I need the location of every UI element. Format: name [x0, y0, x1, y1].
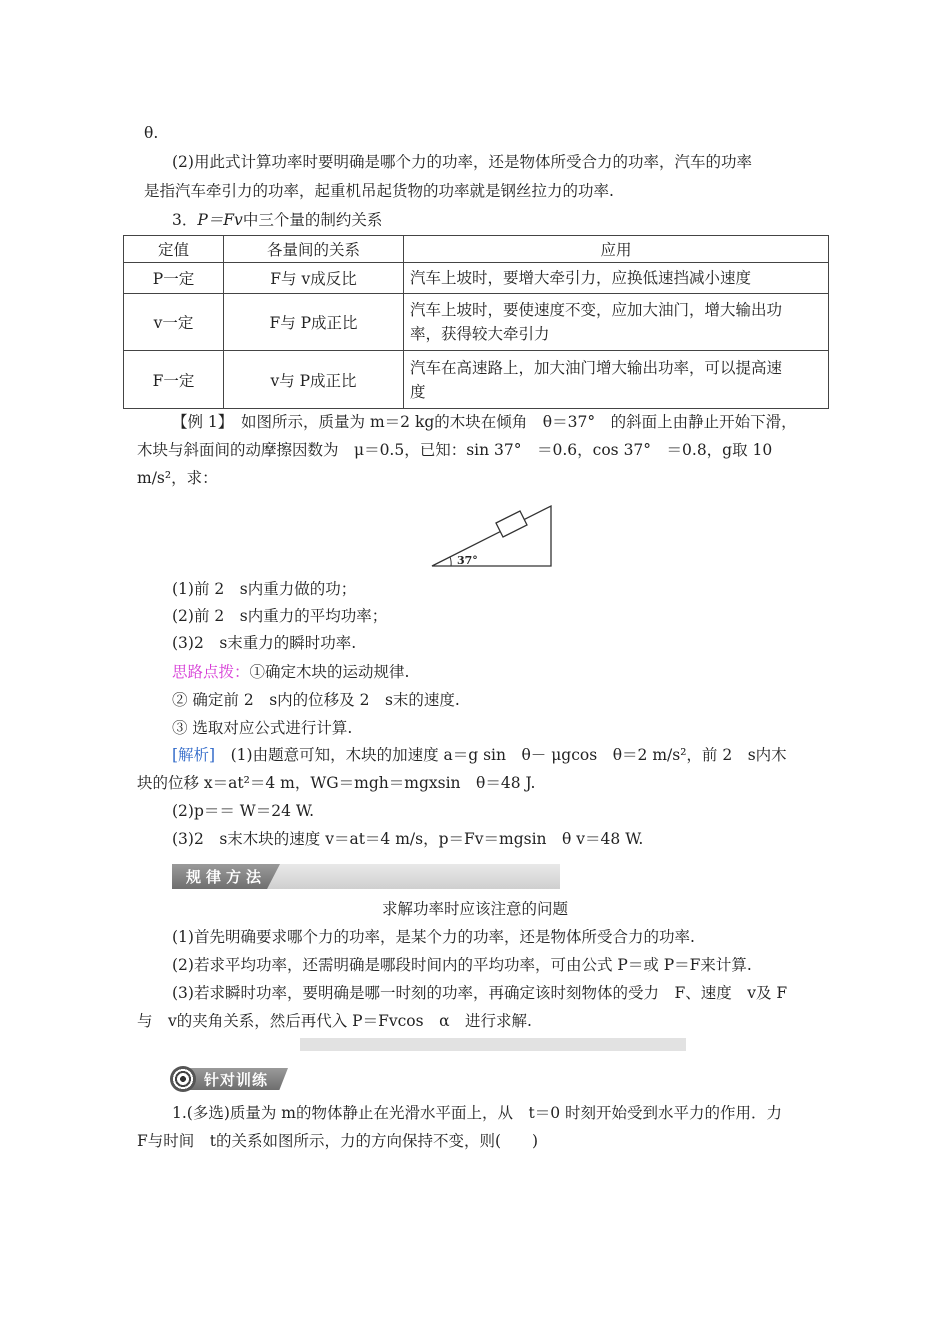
cell-application-line1: 汽车上坡时，要使速度不变，应加大油门，增大输出功: [410, 301, 783, 319]
cell-application: [404, 294, 829, 351]
method-banner-label: 规律方法: [186, 868, 267, 886]
method-banner: [172, 864, 560, 889]
example-line2: 木块与斜面间的动摩擦因数为 μ＝0.5，已知：sin 37° ＝0.6，cos 37° ＝0.8，g取 10: [137, 441, 773, 459]
heading-3-number: 3．: [172, 211, 198, 229]
incline-triangle: [432, 506, 551, 566]
header-relation: 各量间的关系: [224, 236, 404, 263]
cell-fixed: v一定: [124, 294, 224, 351]
cell-application: [404, 351, 829, 409]
heading-3: [172, 209, 382, 231]
method-point-3-line2: 与 v的夹角关系，然后再代入 P＝Fvcos α 进行求解.: [137, 1012, 532, 1030]
cell-application-line2: 率，获得较大牵引力: [410, 325, 550, 343]
cell-application-line1: 汽车在高速路上，加大油门增大输出功率，可以提高速: [410, 358, 783, 377]
power-relation-table: [123, 235, 829, 409]
hint-line3: ③ 选取对应公式进行计算.: [172, 719, 353, 737]
theta-line: θ.: [144, 124, 159, 142]
hint-line2: ② 确定前 2 s内的位移及 2 s末的速度.: [172, 691, 460, 709]
section-divider: [300, 1038, 686, 1051]
practice-banner: [170, 1066, 288, 1092]
table-row: [124, 351, 829, 409]
solution-text-1: (1)由题意可知，木块的加速度 a＝g sin θ－ μgcos θ＝2 m/s²，前 2 s内木: [215, 746, 787, 764]
cell-application: 汽车上坡时，要增大牵引力，应换低速挡减小速度: [404, 263, 829, 294]
cell-relation: v与 P成正比: [224, 351, 404, 409]
method-point-1: (1)首先明确要求哪个力的功率，是某个力的功率，还是物体所受合力的功率.: [172, 928, 695, 946]
table-row: [124, 294, 829, 351]
incline-figure: [430, 493, 554, 569]
cell-relation: F与 v成反比: [224, 263, 404, 294]
hint-label: 思路点拨：: [172, 663, 250, 681]
target-icon: [170, 1066, 196, 1092]
practice-q1-line2: F与时间 t的关系如图所示，力的方向保持不变，则( ): [137, 1132, 539, 1150]
question-2: (2)前 2 s内重力的平均功率；: [172, 607, 388, 625]
note2-line2: 是指汽车牵引力的功率，起重机吊起货物的功率就是钢丝拉力的功率.: [144, 182, 614, 200]
example-line3: m/s²，求：: [137, 469, 218, 487]
header-application: 应用: [404, 236, 829, 263]
method-point-3-line1: (3)若求瞬时功率，要明确是哪一时刻的功率，再确定该时刻物体的受力 F、速度 v及 F: [172, 984, 788, 1002]
cell-fixed: F一定: [124, 351, 224, 409]
solution-line1: [172, 744, 787, 766]
hint-text-1: ①确定木块的运动规律.: [249, 663, 410, 681]
angle-label: 37°: [457, 554, 478, 567]
table-header-row: [124, 236, 829, 263]
example-line1: 【例 1】 如图所示，质量为 m＝2 kg的木块在倾角 θ＝37° 的斜面上由静止开始下滑，: [172, 413, 797, 431]
solution-line3: (2)p＝＝ W＝24 W.: [172, 802, 315, 820]
method-title: 求解功率时应该注意的问题: [381, 900, 568, 918]
header-fixed: 定值: [124, 236, 224, 263]
cell-application-line2: 度: [410, 382, 426, 401]
solution-label: [解析]: [172, 746, 216, 764]
question-1: (1)前 2 s内重力做的功；: [172, 580, 357, 598]
heading-3-formula: P＝Fv: [197, 211, 243, 229]
question-3: (3)2 s末重力的瞬时功率.: [172, 634, 357, 652]
cell-relation: F与 P成正比: [224, 294, 404, 351]
method-point-2: (2)若求平均功率，还需明确是哪段时间内的平均功率，可由公式 P＝或 P＝F来计算.: [172, 956, 752, 974]
hint-line1: [172, 661, 409, 683]
solution-line4: (3)2 s末木块的速度 v＝at＝4 m/s，p＝Fv＝mgsin θ v＝48 W.: [172, 830, 644, 848]
angle-arc: [450, 557, 451, 566]
wooden-block: [496, 511, 527, 537]
practice-q1-line1: 1.(多选)质量为 m的物体静止在光滑水平面上，从 t＝0 时刻开始受到水平力的作用．力: [172, 1104, 783, 1122]
practice-banner-label: 针对训练: [204, 1071, 269, 1089]
note2-line1: (2)用此式计算功率时要明确是哪个力的功率，还是物体所受合力的功率，汽车的功率: [172, 153, 752, 171]
heading-3-text: 中三个量的制约关系: [242, 211, 383, 229]
solution-line2: 块的位移 x＝at²＝4 m，WG＝mgh＝mgxsin θ＝48 J.: [137, 774, 536, 792]
cell-fixed: P一定: [124, 263, 224, 294]
table-row: [124, 263, 829, 294]
